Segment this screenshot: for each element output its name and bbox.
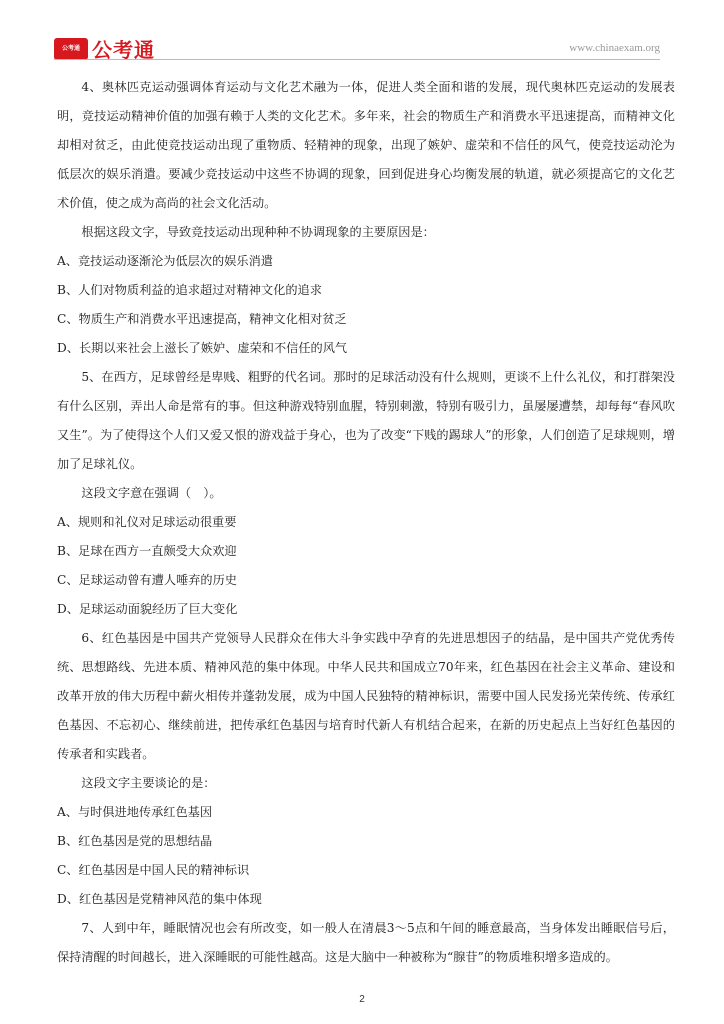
question-4-option-a: A、竞技运动逐渐沦为低层次的娱乐消遣 <box>57 254 273 268</box>
question-6-option-d: D、红色基因是党精神风范的集中体现 <box>57 892 262 906</box>
question-6-stem: 6、红色基因是中国共产党领导人民群众在伟大斗争实践中孕育的先进思想因子的结晶，是中国共产党优秀传统、思想路线、先进本质、精神风范的集中体现。中华人民共和国成立70年来，红色基因在社会主义革命、建设和改革开放的伟大历程中薪火相传并蓬勃发展，成为中国人民独特的精神标识，需要中国人民发扬光荣传统、传承红色基因、不忘初心、继续前进，把传承红色基因与培育时代新人有机结合起来，在新的历史起点上当好红色基因的传承者和实践者。 <box>57 631 675 761</box>
site-url[interactable]: www.chinaexam.org <box>569 42 660 54</box>
question-6-option-a: A、与时俱进地传承红色基因 <box>57 805 213 819</box>
question-6-option-b: B、红色基因是党的思想结晶 <box>57 834 213 848</box>
document-body <box>57 73 675 972</box>
question-4-stem: 4、奥林匹克运动强调体育运动与文化艺术融为一体，促进人类全面和谐的发展，现代奥林匹克运动的发展表明，竞技运动精神价值的加强有赖于人类的文化艺术。多年来，社会的物质生产和消费水平迅速提高，而精神文化却相对贫乏，由此使竞技运动出现了重物质、轻精神的现象，出现了嫉妒、虚荣和不信任的风气，使竞技运动沦为低层次的娱乐消遣。要减少竞技运动中这些不协调的现象，回到促进身心均衡发展的轨道，就必须提高它的文化艺术价值，使之成为高尚的社会文化活动。 <box>57 80 675 210</box>
question-6-prompt: 这段文字主要谈论的是： <box>81 776 216 790</box>
question-5-option-d: D、足球运动面貌经历了巨大变化 <box>57 602 238 616</box>
question-5-option-c: C、足球运动曾有遭人唾弃的历史 <box>57 573 237 587</box>
question-4-option-b: B、人们对物质利益的追求超过对精神文化的追求 <box>57 283 322 297</box>
question-4-prompt: 根据这段文字，导致竞技运动出现种种不协调现象的主要原因是： <box>81 225 435 239</box>
question-4-option-c: C、物质生产和消费水平迅速提高，精神文化相对贫乏 <box>57 312 347 326</box>
logo-text: 公考通 <box>92 38 155 62</box>
page-number: 2 <box>359 994 365 1005</box>
logo-badge-icon: 公考通 <box>54 38 88 60</box>
question-5-prompt: 这段文字意在强调（ ）。 <box>81 486 222 500</box>
header-divider <box>54 59 660 60</box>
question-7-stem: 7、人到中年，睡眠情况也会有所改变，如一般人在清晨3～5点和午间的睡意最高，当身体发出睡眠信号后，保持清醒的时间越长，进入深睡眠的可能性越高。这是大脑中一种被称为“腺苷”的物质堆积增多造成的。 <box>57 921 675 964</box>
page-header <box>40 32 670 62</box>
question-5-option-a: A、规则和礼仪对足球运动很重要 <box>57 515 237 529</box>
question-5-stem: 5、在西方，足球曾经是卑贱、粗野的代名词。那时的足球活动没有什么规则，更谈不上什么礼仪，和打群架没有什么区别，弄出人命是常有的事。但这种游戏特别血腥，特别刺激，特别有吸引力，虽屡屡遭禁，却每每“春风吹又生”。为了使得这个人们又爱又恨的游戏益于身心，也为了改变“下贱的踢球人”的形象，人们创造了足球规则，增加了足球礼仪。 <box>57 370 675 471</box>
question-4-option-d: D、长期以来社会上滋长了嫉妒、虚荣和不信任的风气 <box>57 341 348 355</box>
question-6-option-c: C、红色基因是中国人民的精神标识 <box>57 863 250 877</box>
question-5-option-b: B、足球在西方一直颇受大众欢迎 <box>57 544 237 558</box>
